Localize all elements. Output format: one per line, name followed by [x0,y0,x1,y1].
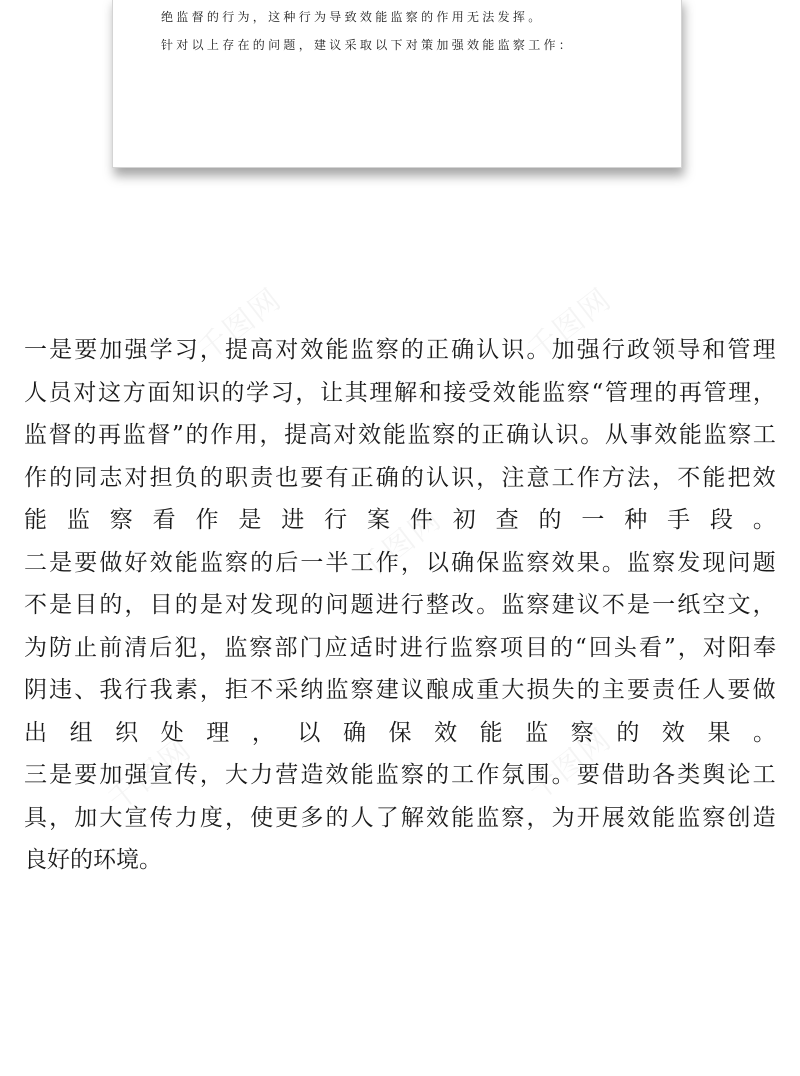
body-line: 阴 违 、 我 行 我 素 ， 拒 不 采 纳 监 察 建 议 酿 成 重 大 损 失 的 主 要 责 任 人 要 做 [24,677,776,703]
body-line: 出 组 织 处 理 ， 以 确 保 效 能 监 察 的 效 果 。 [24,719,776,746]
body-line: 监 督 的 再 监 督 ” 的 作 用 ， 提 高 对 效 能 监 察 的 正 确 认 识 。 从 事 效 能 监 察 工 [24,422,776,448]
body-line: 三 是 要 加 强 宣 传 ， 大 力 营 造 效 能 监 察 的 工 作 氛 围 。 要 借 助 各 类 舆 论 工 [24,762,776,788]
body-line: 作 的 同 志 对 担 负 的 职 责 也 要 有 正 确 的 认 识 ， 注 意 工 作 方 法 ， 不 能 把 效 [24,464,776,491]
body-line: 为 防 止 前 清 后 犯 ， 监 察 部 门 应 适 时 进 行 监 察 项 目 的 “ 回 头 看 ” ， 对 阳 奉 [24,634,776,661]
article-body [24,329,776,882]
body-line: 一 是 要 加 强 学 习 ， 提 高 对 效 能 监 察 的 正 确 认 识 。 加 强 行 政 领 导 和 管 理 [24,337,776,363]
body-line: 人 员 对 这 方 面 知 识 的 学 习 ， 让 其 理 解 和 接 受 效 能 监 察 “ 管 理 的 再 管 理 ， [24,379,776,406]
body-line: 具 ， 加 大 宣 传 力 度 ， 使 更 多 的 人 了 解 效 能 监 察 ， 为 开 展 效 能 监 察 创 造 [24,804,776,831]
card-text-line-2: 针对以上存在的问题，建议采取以下对策加强效能监察工作： [161,38,575,52]
body-line: 不 是 目 的 ， 目 的 是 对 发 现 的 问 题 进 行 整 改 。 监 察 建 议 不 是 一 纸 空 文 ， [24,592,776,618]
body-line: 良 好 的 环 境 。 [24,847,162,873]
body-line: 二 是 要 做 好 效 能 监 察 的 后 一 半 工 作 ， 以 确 保 监 察 效 果 。 监 察 发 现 问 题 [24,549,776,576]
card-text-line-1: 绝监督的行为，这种行为导致效能监察的作用无法发挥。 [161,10,544,24]
body-line: 能 监 察 看 作 是 进 行 案 件 初 查 的 一 种 手 段 。 [24,507,776,533]
document-preview-card [112,0,682,168]
